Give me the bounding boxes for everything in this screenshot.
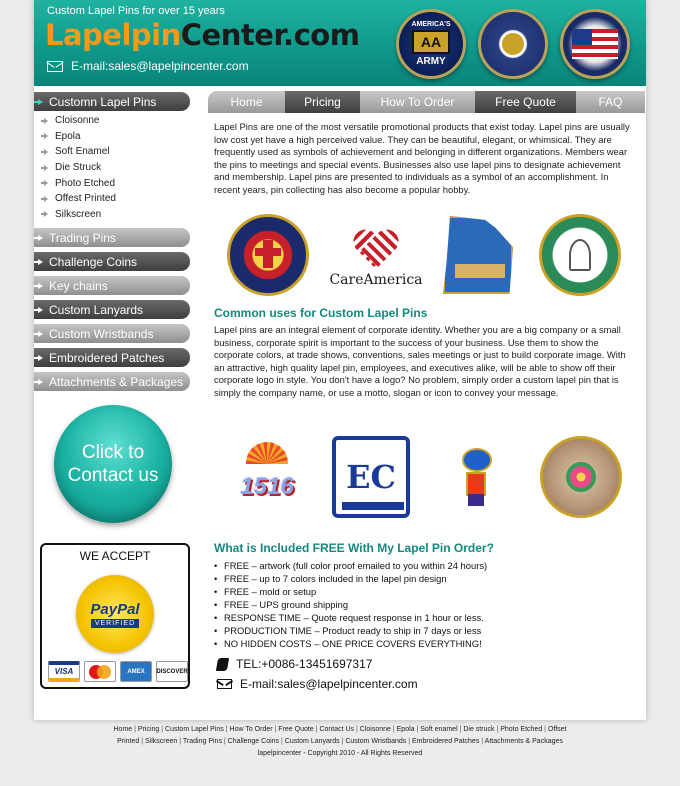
nav-tab[interactable]: FAQ [576, 91, 645, 113]
footer-link[interactable]: Contact Us [319, 726, 355, 733]
bullet-icon: • [214, 625, 218, 636]
nav-tab[interactable]: Free Quote [475, 91, 576, 113]
nav-tab[interactable]: Home [208, 91, 285, 113]
flag-heart-icon [354, 231, 398, 269]
bullet-icon: • [214, 612, 218, 623]
sidebar-sub-item-label: Soft Enamel [55, 146, 110, 158]
army-coin-top-text: AMERICA'S [411, 21, 451, 28]
arrow-right-icon [44, 133, 48, 139]
uses-title: Common uses for Custom Lapel Pins [214, 306, 428, 320]
footer-link[interactable]: Cloisonne [359, 726, 391, 733]
arrow-right-icon [38, 331, 43, 337]
eagle-icon [500, 31, 526, 57]
amex-card-icon: AMEX [120, 661, 152, 682]
arrow-right-icon [44, 196, 48, 202]
footer-link[interactable]: Challenge Coins [227, 738, 280, 745]
footer-link[interactable]: Embroidered Patches [412, 738, 480, 745]
sidebar-sub-item-label: Cloisonne [55, 115, 100, 127]
army-coin-bottom-text: ARMY [416, 56, 446, 67]
sidebar-headings [34, 228, 192, 391]
contact-lines [214, 654, 634, 694]
discover-card-icon: DISCOVER [156, 661, 188, 682]
sidebar-heading[interactable] [34, 300, 190, 319]
building-icon [455, 264, 505, 278]
footer-link[interactable]: Home [113, 726, 133, 733]
paypal-verified-seal [76, 575, 154, 653]
arrow-right-icon [38, 235, 43, 241]
footer [0, 724, 680, 760]
bullet-icon: • [214, 573, 218, 584]
sidebar-heading[interactable] [34, 228, 190, 247]
included-section [214, 541, 634, 694]
logo-part-2: Center.com [180, 18, 360, 52]
cartoon-figure-icon [456, 448, 494, 506]
sidebar-sub-item-label: Die Struck [55, 162, 102, 174]
seal-coin-image [478, 9, 548, 79]
included-item-text: FREE – mold or setup [224, 586, 317, 597]
sun-icon [246, 442, 288, 464]
footer-link[interactable]: Soft enamel [420, 726, 458, 733]
email-text: E-mail:sales@lapelpincenter.com [240, 677, 418, 691]
sidebar-sub-item-label: Epola [55, 130, 81, 142]
included-title: What is Included FREE With My Lapel Pin Order? [214, 541, 494, 555]
contact-button-line2: Contact us [67, 465, 159, 486]
sidebar-sub-item-label: Offest Printed [55, 193, 116, 205]
mount-pleasant-pin-image [227, 214, 309, 296]
sidebar-heading-label: Trading Pins [49, 230, 116, 245]
logo-part-1: Lapelpin [45, 18, 181, 52]
sidebar-sub-item-label: Photo Etched [55, 177, 116, 189]
header [34, 0, 646, 86]
nav-tab[interactable]: Pricing [285, 91, 360, 113]
included-item-text: PRODUCTION TIME – Product ready to ship in 7 days or less [224, 625, 482, 636]
1516-pin-image [226, 436, 308, 518]
bullet-icon: • [214, 560, 218, 571]
arrow-right-icon [44, 118, 48, 124]
footer-link[interactable]: Photo Etched [500, 726, 543, 733]
footer-link[interactable]: Custom Lapel Pins [165, 726, 224, 733]
footer-link[interactable]: How To Order [229, 726, 273, 733]
included-item [214, 598, 634, 611]
arrow-right-icon [38, 99, 43, 105]
sidebar-heading-label: Custom Wristbands [49, 326, 154, 341]
sidebar-heading[interactable] [34, 324, 190, 343]
included-item [214, 637, 634, 650]
visa-card-icon: VISA [48, 661, 80, 682]
verified-text: VERIFIED [91, 619, 139, 628]
arrow-right-icon [44, 180, 48, 186]
header-email[interactable] [47, 59, 249, 73]
arrow-right-icon [38, 355, 43, 361]
sidebar-heading-label: Customn Lapel Pins [49, 94, 157, 109]
included-item-text: FREE – UPS ground shipping [224, 599, 349, 610]
email-line[interactable] [217, 674, 634, 694]
included-list [214, 559, 634, 650]
paypal-text: PayPal [90, 600, 140, 618]
sidebar-sub-item[interactable] [34, 160, 192, 176]
arrow-right-icon [38, 307, 43, 313]
sidebar-sub-item[interactable] [34, 144, 192, 160]
bullet-icon: • [214, 599, 218, 610]
sidebar-heading-label: Challenge Coins [49, 254, 138, 269]
sidebar-sub-item-label: Silkscreen [55, 208, 102, 220]
phone-line[interactable] [217, 654, 634, 674]
bullet-icon: • [214, 586, 218, 597]
envelope-icon [217, 679, 232, 689]
sidebar-heading-custom-lapel-pins[interactable] [34, 92, 190, 111]
vitruvian-man-icon [569, 239, 591, 271]
phone-text: TEL:+0086-13451697317 [236, 657, 373, 671]
included-item [214, 611, 634, 624]
page-container [34, 0, 646, 720]
included-item [214, 572, 634, 585]
arrow-right-icon [38, 283, 43, 289]
us-flag-icon [572, 29, 618, 59]
footer-link[interactable]: Offset Printed [117, 726, 567, 745]
arrow-right-icon [44, 165, 48, 171]
included-item-text: NO HIDDEN COSTS – ONE PRICE COVERS EVERYTHING! [224, 638, 482, 649]
footer-link[interactable]: Free Quote [278, 726, 314, 733]
included-item [214, 585, 634, 598]
ec-band [342, 502, 404, 510]
arrow-right-icon [44, 149, 48, 155]
footer-link[interactable]: Custom Wristbands [345, 738, 407, 745]
sidebar-heading[interactable] [34, 372, 190, 391]
sidebar-heading-label: Attachments & Packages [49, 374, 184, 389]
care-america-text: CareAmerica [329, 272, 423, 288]
flower-icon [566, 462, 596, 492]
main-content [214, 121, 634, 197]
footer-link[interactable]: Pricing [137, 726, 160, 733]
celebrate-pin-image [540, 436, 622, 518]
sidebar-heading-label: Embroidered Patches [49, 350, 165, 365]
we-accept-title: WE ACCEPT [79, 549, 151, 563]
ec-pin-image [332, 436, 410, 518]
site-logo[interactable] [45, 18, 359, 52]
footer-link[interactable]: Trading Pins [182, 738, 222, 745]
footer-link[interactable]: Attachments & Packages [484, 738, 563, 745]
copyright: lapelpincenter - Copyright 2010 - All Rights Reserved [257, 750, 423, 757]
army-coin-image [396, 9, 466, 79]
included-item-text: FREE – artwork (full color proof emailed to you within 24 hours) [224, 560, 488, 571]
sidebar-sub-item[interactable] [34, 191, 192, 207]
pin-gallery-row-2 [214, 432, 634, 522]
header-email-text: E-mail:sales@lapelpincenter.com [71, 59, 249, 73]
sidebar-heading[interactable] [34, 252, 190, 271]
footer-link[interactable]: Epola [396, 726, 415, 733]
pin-gallery-row-1 [214, 210, 634, 300]
intro-paragraph: Lapel Pins are one of the most versatile promotional products that exist today. Lapel pins are usually low cost yet have a high perceived value. They can be beautiful, elegant, or whimsical. They are frequently used as symbols of achievement and belonging in different organizations. Members wear the pins to meetings and special events. Businesses also use lapel pins to designate achievement and membership. Lapel pins are presented to individuals as a symbol of an accomplishment. In recent years, pin collecting has also become a popular hobby. [214, 121, 630, 195]
missouri-pin-image [443, 216, 513, 294]
arrow-right-icon [38, 259, 43, 265]
contact-us-button[interactable] [54, 405, 172, 523]
footer-link[interactable]: Custom Lanyards [284, 738, 340, 745]
sidebar-sub-item[interactable] [34, 113, 192, 129]
main-nav [208, 91, 645, 113]
included-item-text: FREE – up to 7 colors included in the lapel pin design [224, 573, 447, 584]
we-accept-box [40, 543, 190, 689]
1516-text: 1516 [240, 473, 294, 500]
sidebar-sub-list [34, 113, 192, 222]
sidebar-heading[interactable] [34, 276, 190, 295]
flag-coin-image [560, 9, 630, 79]
sidebar-heading-label: Key chains [49, 278, 108, 293]
card-logos [48, 661, 188, 682]
cross-bar-icon [255, 248, 281, 256]
sidebar-heading[interactable] [34, 348, 190, 367]
uses-paragraph: Lapel pins are an integral element of corporate identity. Whether you are a big company or a small business, corporate spirit is important to the success of your business. Use them to show the corporate colors, at trade shows, conventions, sales meetings or just to build corporate image. With an attractive, high quality lapel pin, employees, and executives alike, will be able to show off their corporate logo in style. You don't have a logo? No problem, simply order a custom lapel pin that is simply the company name, or use a motto, slogan or icon to convey your message. [214, 324, 626, 398]
cartoon-pin-image [434, 436, 516, 518]
footer-link[interactable]: Die struck [463, 726, 495, 733]
footer-link[interactable]: Silkscreen [145, 738, 178, 745]
sidebar-sub-item[interactable] [34, 129, 192, 145]
sidebar [34, 92, 192, 676]
bullet-icon: • [214, 638, 218, 649]
arrow-right-icon [38, 379, 43, 385]
physical-therapist-pin-image [539, 214, 621, 296]
included-item-text: RESPONSE TIME – Quote request response in 1 hour or less. [224, 612, 484, 623]
contact-button-line1: Click to [81, 442, 145, 463]
included-item [214, 624, 634, 637]
footer-links: Home | Pricing | Custom Lapel Pins | How To Order | Free Quote | Contact Us | Cloisonne | Epola | Soft enamel | Die struck | Photo Etched | Offset Printed | Silkscreen | Trading Pins | Challenge Coins | Custom Lanyards | Custom Wristbands | Embroidered Patches | Attachments & Packages [113, 726, 567, 745]
sidebar-sub-item[interactable] [34, 207, 192, 223]
care-america-pin-image [329, 214, 423, 296]
sidebar-heading-label: Custom Lanyards [49, 302, 144, 317]
included-item [214, 559, 634, 572]
nav-tab[interactable]: How To Order [360, 91, 475, 113]
tagline: Custom Lapel Pins for over 15 years [47, 5, 225, 17]
envelope-icon [47, 61, 63, 72]
sidebar-sub-item[interactable] [34, 175, 192, 191]
phone-icon [216, 658, 229, 671]
arrow-right-icon [44, 211, 48, 217]
ec-text: EC [346, 458, 396, 496]
army-coin-mid-text: AA [412, 30, 450, 54]
mastercard-icon [84, 661, 116, 682]
uses-section [214, 306, 634, 400]
